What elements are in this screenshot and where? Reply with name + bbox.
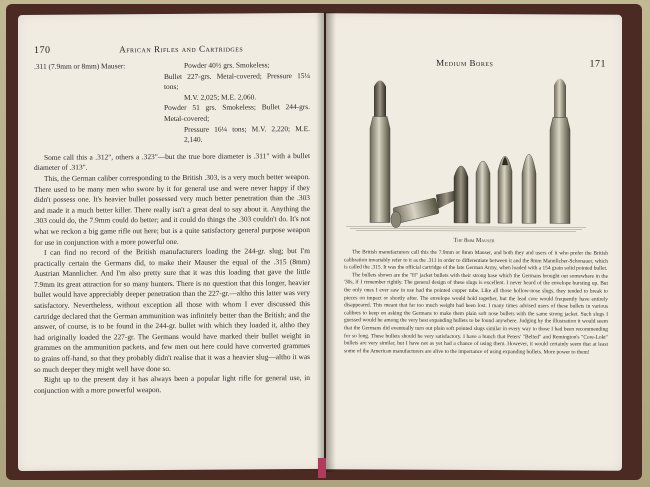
right-running-title: Medium Bores	[436, 57, 494, 69]
left-page-number: 170	[34, 44, 51, 56]
right-page-header	[340, 57, 606, 69]
paragraph: The bullets shown are the "H" jacket bullets with their strong base which the Germans brought out somewhere in the '30s, if I remember rightly. The general design of these slugs is excellent. I never heard of the envelope bursting up. But the only ones I ever saw in use had the pointed copper tube. Like all those hollow-nose slugs, they tended to break to pieces on impact or shortly after. The envelope would hold together, but the lead core would frequently have entirely disappeared. This meant that far too much weight had been lost. I many times advised users of these bullets in various calibres to keep on asking the Germans to make them plain soft nose bullets with the same strong jacket. Such slugs I guessed would be among the very best expanding bullets to be found anywhere. Judging by the illustration it would seem that the Germans did eventually turn out plain soft pointed slugs similar in every way to those I had been recommending for so long. These bullets should be very satisfactory. I have a hunch that Peters' "Belted" and Remington's "Core-Lokt" bullets are very similar, but I have not as yet had a chance of using them. However, it would certainly seem that at least some of the American manufacturers are alive to the importance of using expanding bullets. More power to them!	[344, 272, 608, 356]
bullet-hollow-nose	[498, 156, 512, 223]
paragraph: This, the German caliber corresponding to the British .303, is a very much better weapon. There used to be many men who swore by it for general use and were never happy if they didn't possess one. It's heavier bullet possessed very much better penetration than the .303 and made it a much better killer. There really isn't a great deal to say about it. Anything the .303 could do, the 7.9mm could do better; and it could do things the .303 couldn't do. It's not what we reckon a big game rifle out here; but is a quite satisfactory general purpose weapon for use in conjunction with a more powerful one.	[34, 171, 310, 247]
paragraph: Some call this a .312", others a .323"—but the true bore diameter is .311" with a bullet diameter of .313".	[34, 150, 310, 173]
ribbon-bookmark	[318, 458, 326, 478]
cartridge-illustration	[336, 76, 612, 235]
figure-caption: The 8mm Mauser	[453, 236, 495, 245]
spec-line: Powder 40½ grs. Smokeless;	[184, 60, 270, 70]
left-running-title: African Rifles and Cartridges	[119, 43, 244, 55]
paragraph: Right up to the present day it has always been a popular light rifle for general use, in conjunction with a more powerful weapon.	[34, 373, 310, 395]
cartridge-lying	[391, 191, 457, 228]
spec-line: Powder 51 grs. Smokeless; Bullet 244-grs. Metal-covered;	[164, 102, 310, 124]
bullet-round-nose	[454, 166, 468, 223]
left-page-header	[34, 43, 312, 56]
bullet-pointed	[522, 154, 536, 223]
paragraph: The British manufacturers call this the 7.9mm or 8mm Mauser, and both they and users of it who prefer the British calibration invariably refer to it as the .311 in order to differentiate between it and the 8mm Mannlicher-Schonauer, which is called the .315. It was the official cartridge of the late German Army, when loaded with a 154 grain solid pointed bullet.	[344, 249, 608, 272]
paragraph: I can find no record of the British manufacturers loading the 244-gr. slug; but I'm practically certain the Germans did, to make their Mauser the equal of the .315 (8mm) Austrian Mannlicher. And I'm also pretty sure that it was this loading that gave the little 7.9mm its great attraction for so many hunters. There is no question that this longer, heavier bullet would have appreciably deeper penetration than the 227-gr.—altho this latter was very satisfactory. Nevertheless, without exception all those with whom I ever discussed this cartridge declared that the German ammunition was infinitely better than the British; and the answer, of course, is to be found in the 244-gr. bullet with which they loaded it, altho they had originally loaded the 227-gr. The Germans would have marked their bullet weight in grammes on the ammunition packets, and few men out here could have converted grammes to grains off-hand, so that they probably didn't realise that it was a heavier slug—altho it was so much deeper they might well have done so.	[34, 246, 310, 374]
right-page-text	[344, 249, 608, 357]
spec-line: Bullet 227-grs. Metal-covered; Pressure 15¼ tons;	[164, 70, 310, 92]
cartridge-standing-right	[550, 78, 570, 223]
left-page-text	[34, 60, 310, 396]
spec-label: .311 (7.9mm or 8mm) Mauser:	[34, 61, 126, 71]
right-page-number: 171	[589, 58, 606, 70]
spec-line: Pressure 16¼ tons; M.V. 2,220; M.E. 2,140.	[184, 123, 310, 145]
bullet-soft-point	[476, 161, 490, 223]
cartridge-standing-left	[370, 80, 390, 222]
cartridge-spec	[34, 60, 310, 147]
spec-line: M.V. 2,025; M.E. 2,060.	[184, 92, 257, 102]
right-page	[326, 13, 622, 471]
left-page	[18, 13, 324, 471]
book-gutter	[316, 12, 336, 472]
